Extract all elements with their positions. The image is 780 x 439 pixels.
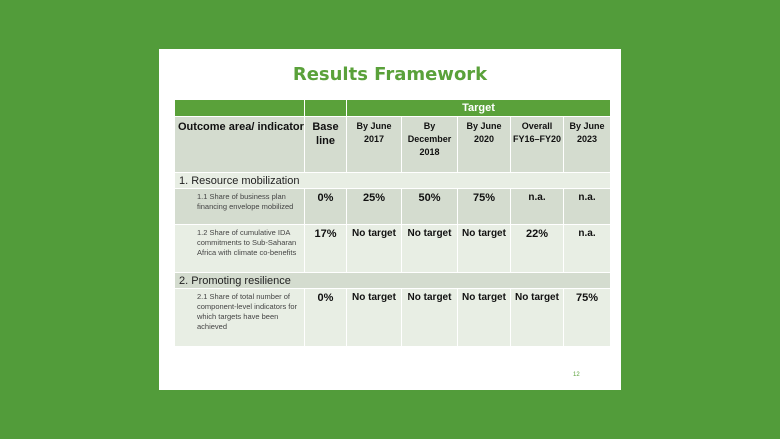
cell-value: No target bbox=[347, 225, 402, 273]
cell-value: n.a. bbox=[564, 189, 611, 225]
section-label: 2. Promoting resilience bbox=[175, 273, 611, 289]
indicator-text: 1.1 Share of business plan financing envelope mobilized bbox=[175, 189, 305, 225]
header-outcome: Outcome area/ indicator bbox=[175, 117, 305, 173]
cell-value: No target bbox=[402, 289, 458, 347]
indicator-text: 2.1 Share of total number of component-level indicators for which targets have been achieved bbox=[175, 289, 305, 347]
cell-value: 75% bbox=[458, 189, 511, 225]
table-row bbox=[175, 225, 611, 273]
header-by-june-2023: By June 2023 bbox=[564, 117, 611, 173]
table-top-header bbox=[175, 100, 611, 117]
section-label: 1. Resource mobilization bbox=[175, 173, 611, 189]
cell-value: No target bbox=[511, 289, 564, 347]
cell-value: 25% bbox=[347, 189, 402, 225]
cell-value: n.a. bbox=[564, 225, 611, 273]
baseline-value: 0% bbox=[305, 189, 347, 225]
slide bbox=[159, 49, 621, 390]
header-by-june-2020: By June 2020 bbox=[458, 117, 511, 173]
target-header: Target bbox=[347, 100, 611, 117]
cell-value: No target bbox=[402, 225, 458, 273]
cell-value: No target bbox=[458, 289, 511, 347]
cell-value: 22% bbox=[511, 225, 564, 273]
slide-title: Results Framework bbox=[292, 64, 488, 85]
section-row bbox=[175, 173, 611, 189]
header-by-june-2017: By June 2017 bbox=[347, 117, 402, 173]
page-number: 12 bbox=[573, 372, 580, 378]
baseline-value: 17% bbox=[305, 225, 347, 273]
results-table bbox=[174, 99, 611, 347]
cell-value: No target bbox=[458, 225, 511, 273]
header-baseline: Base line bbox=[305, 117, 347, 173]
cell-value: 50% bbox=[402, 189, 458, 225]
baseline-value: 0% bbox=[305, 289, 347, 347]
header-by-december-2018: By December 2018 bbox=[402, 117, 458, 173]
indicator-text: 1.2 Share of cumulative IDA commitments to Sub-Saharan Africa with climate co-benefits bbox=[175, 225, 305, 273]
table-row bbox=[175, 189, 611, 225]
table-row bbox=[175, 289, 611, 347]
section-row bbox=[175, 273, 611, 289]
cell-value: 75% bbox=[564, 289, 611, 347]
cell-value: No target bbox=[347, 289, 402, 347]
header-overall-fy16-fy20: Overall FY16–FY20 bbox=[511, 117, 564, 173]
table-header-row bbox=[175, 117, 611, 173]
cell-value: n.a. bbox=[511, 189, 564, 225]
